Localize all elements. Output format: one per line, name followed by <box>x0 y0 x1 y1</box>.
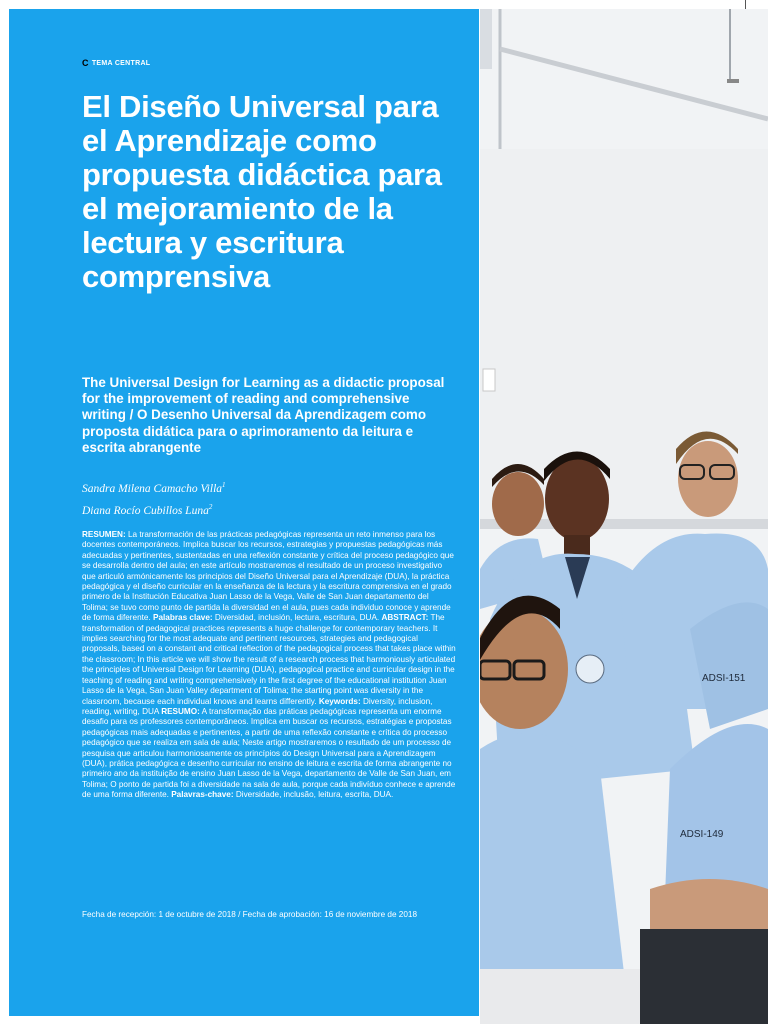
palabras-label: Palabras clave: <box>153 613 213 623</box>
author-note: 2 <box>208 502 213 511</box>
author <box>82 476 226 498</box>
author-name: Sandra Milena Camacho Villa <box>82 482 223 495</box>
chave-label: Palavras-chave: <box>171 790 234 800</box>
chave-body: Diversidade, inclusão, leitura, escrita, DUA. <box>233 790 394 800</box>
section-letter: C <box>82 58 89 68</box>
keywords-label: Keywords: <box>318 696 361 706</box>
resumen-label: RESUMEN: <box>82 530 126 539</box>
keywords-body: Diversity, inclusion, reading, writing, DUA <box>82 696 433 716</box>
section-tag <box>82 58 150 68</box>
resumo-label: RESUMO: <box>161 706 200 716</box>
author-name: Diana Rocío Cubillos Luna <box>82 504 209 517</box>
submission-dates: Fecha de recepción: 1 de octubre de 2018 / Fecha de aprobación: 16 de noviembre de 2018 <box>82 910 418 919</box>
resumen-body: La transformación de las prácticas pedagógicas representa un reto inmenso para los docentes contemporáneos. Implica buscar los recursos, estrategias y propuestas pedagógicas más adecuadas y pertinentes, sustentadas en una reflexión constante y crítica del proceso pedagógico que se desarrolla dentro del aula; en este artículo mostraremos el resultado de un proceso investigativo que articuló armónicamente los principios del Diseño Universal para el Aprendizaje (DUA), la práctica pedagógica y el diseño curricular en la enseñanza de la lectura y la escritura comprensiva en el grado primero de la Institución Educativa Juan Lasso de la Vega, Valle de San Juan departamento del Tolima; se tuvo como punto de partida la diversidad en el aula, pues cada individuo conoce y aprende de forma diferente. <box>82 530 454 623</box>
article-subtitle: The Universal Design for Learning as a didactic proposal for the improvement of reading and comprehensive writing / O Desenho Universal da Aprendizagem como proposta didática para o aprimoramento da leitura e escrita abrangente <box>82 375 445 455</box>
author <box>82 498 226 520</box>
abstract-text <box>82 530 456 801</box>
author-list <box>82 476 226 520</box>
shirt-label-1: ADSI-151 <box>702 673 746 684</box>
palabras-body: Diversidad, inclusión, lectura, escritura, DUA. <box>212 613 382 623</box>
classroom-photo <box>480 9 768 1024</box>
shirt-label-2: ADSI-149 <box>680 829 724 840</box>
author-note: 1 <box>222 481 226 489</box>
resumo-body: A transformação das práticas pedagógicas representa um enorme desafio para os professores contemporâneos. Implica em buscar os recursos, estratégias e propostas pedagógicas mais adequadas e pertinentes, a partir de uma reflexão constante e crítica do processo pedagógico que se realiza em sala de aula; Neste artigo mostraremos o resultado de um processo de pesquisa que articulou harmoniosamente os princípios do Design Universal para a Aprendizagem (DUA), prática pedagógica e desenho curricular no ensino de leitura e escrita de forma abrangente no primeiro ano da instituição de ensino Juan Lasso de la Vega, departamento de Valle de San Juan, em Tolima; O ponto de partida foi a diversidade na sala de aula, porque cada indivíduo conhece e aprende de uma forma diferente. <box>82 706 456 800</box>
students-illustration <box>480 9 768 1024</box>
abstract-label: ABSTRACT: <box>381 613 429 623</box>
abstract-body: The transformation of pedagogical practices represents a huge challenge for contemporary teachers. It implies searching for the most adequate and pertinent resources, strategies and pedagogical proposals, based on a constant and critical reflection of the pedagogical process that takes place within the classroom; In this article we will show the result of a research process that harmoniously articulated the principles of Universal Design for Learning (DUA), pedagogical practice and curricular design in the teaching of reading and writing comprehensively in the first degree of the educational institution Juan Lasso de la Vega, San Juan Valley department of Tolima; the starting point was diversity in the classroom, because each individual knows and learns differently. <box>82 613 456 706</box>
article-title: El Diseño Universal para el Aprendizaje como propuesta didáctica para el mejoramiento de la lectura y escritura comprensiva <box>82 89 442 294</box>
section-label: TEMA CENTRAL <box>91 59 151 67</box>
